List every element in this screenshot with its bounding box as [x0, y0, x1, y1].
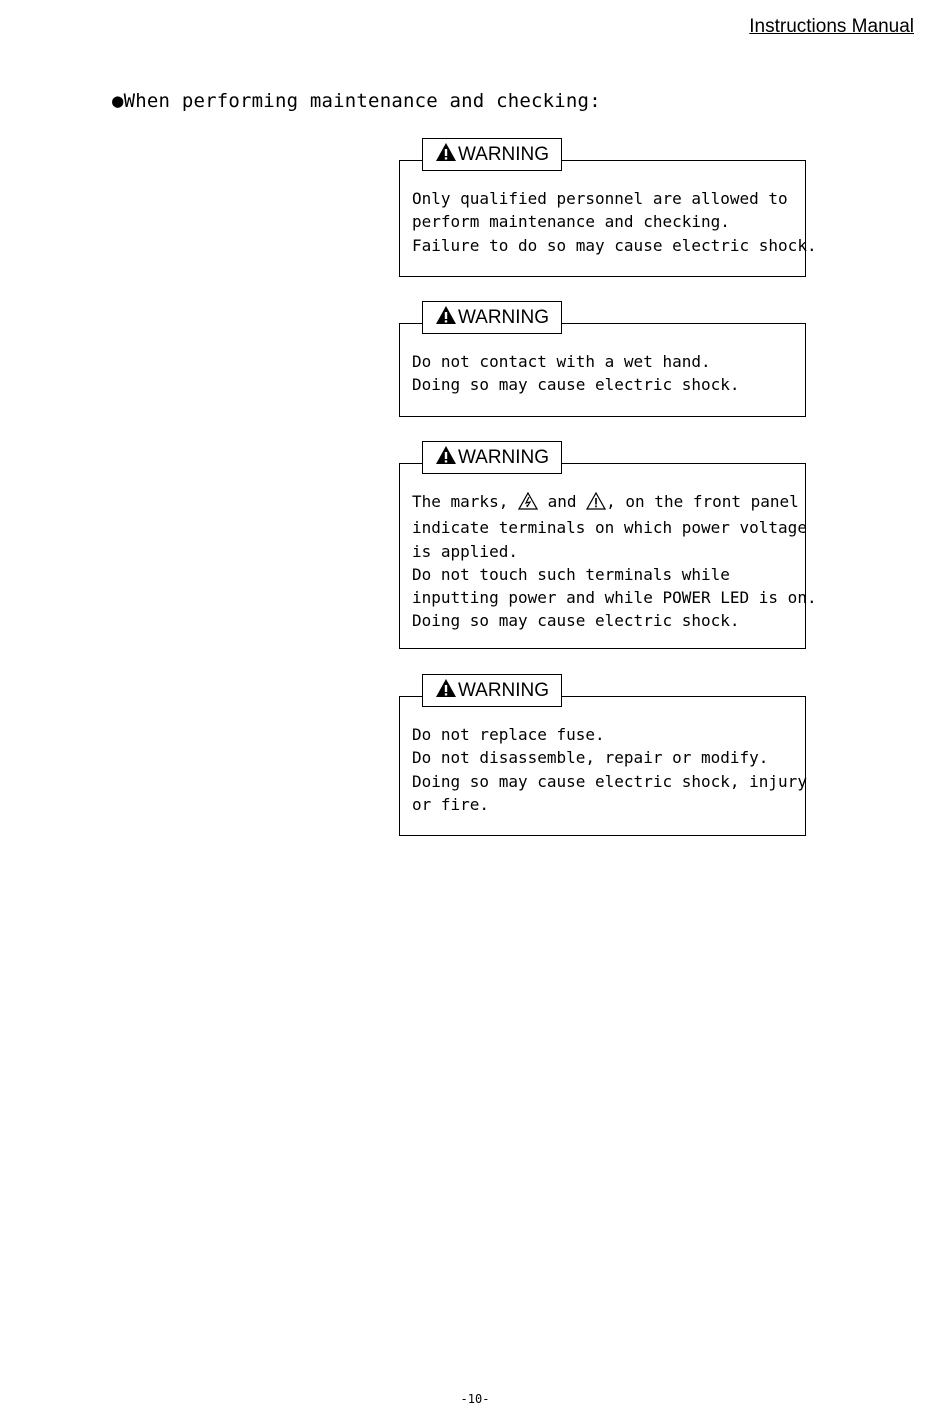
marks-prefix: The marks, [412, 492, 518, 511]
page-number: -10- [460, 1392, 490, 1406]
warning-triangle-icon [435, 305, 458, 331]
text-line: Doing so may cause electric shock, injury [412, 771, 807, 791]
warning-box-2 [399, 306, 806, 417]
warning-label-text: WARNING [457, 679, 550, 701]
text-line: Do not touch such terminals while [412, 564, 730, 584]
marks-suffix: , on the front panel [606, 492, 799, 511]
warning-text [412, 723, 807, 816]
text-line: Only qualified personnel are allowed to [412, 189, 788, 208]
text-line: Failure to do so may cause electric shock. [412, 235, 817, 255]
warning-label [422, 674, 562, 707]
warning-triangle-icon [435, 142, 458, 168]
warning-label [422, 441, 562, 474]
text-line: inputting power and while POWER LED is on. [412, 588, 817, 608]
warning-box-4 [399, 679, 807, 836]
bullet: ● [112, 90, 124, 112]
warning-label-text: WARNING [457, 446, 550, 468]
warning-text [412, 350, 801, 397]
manual-title: Instructions Manual [749, 16, 914, 37]
warning-label [422, 138, 562, 171]
heading-text: When performing maintenance and checking: [123, 90, 601, 112]
warning-box-3 [399, 446, 817, 649]
section-heading [112, 90, 601, 112]
marks-and: and [537, 492, 587, 511]
text-line: perform maintenance and checking. [412, 212, 730, 232]
electric-shock-icon [518, 492, 538, 516]
text-line: Do not contact with a wet hand. [412, 352, 711, 371]
text-line: Do not disassemble, repair or modify. [412, 748, 769, 768]
text-line: indicate terminals on which power voltage [412, 518, 807, 538]
warning-triangle-icon [435, 678, 458, 704]
text-line [412, 490, 801, 516]
caution-icon [586, 492, 606, 516]
warning-label-text: WARNING [457, 306, 550, 328]
text-line: Doing so may cause electric shock. [412, 375, 740, 395]
warning-triangle-icon [435, 445, 458, 471]
text-line: or fire. [412, 794, 490, 814]
warning-text [412, 187, 817, 257]
warning-label [422, 301, 562, 334]
warning-text [412, 490, 817, 633]
warning-box-1 [399, 143, 817, 277]
text-line: Do not replace fuse. [412, 725, 605, 744]
warning-label-text: WARNING [457, 143, 550, 165]
text-line: Doing so may cause electric shock. [412, 611, 740, 631]
text-line: is applied. [412, 541, 518, 561]
